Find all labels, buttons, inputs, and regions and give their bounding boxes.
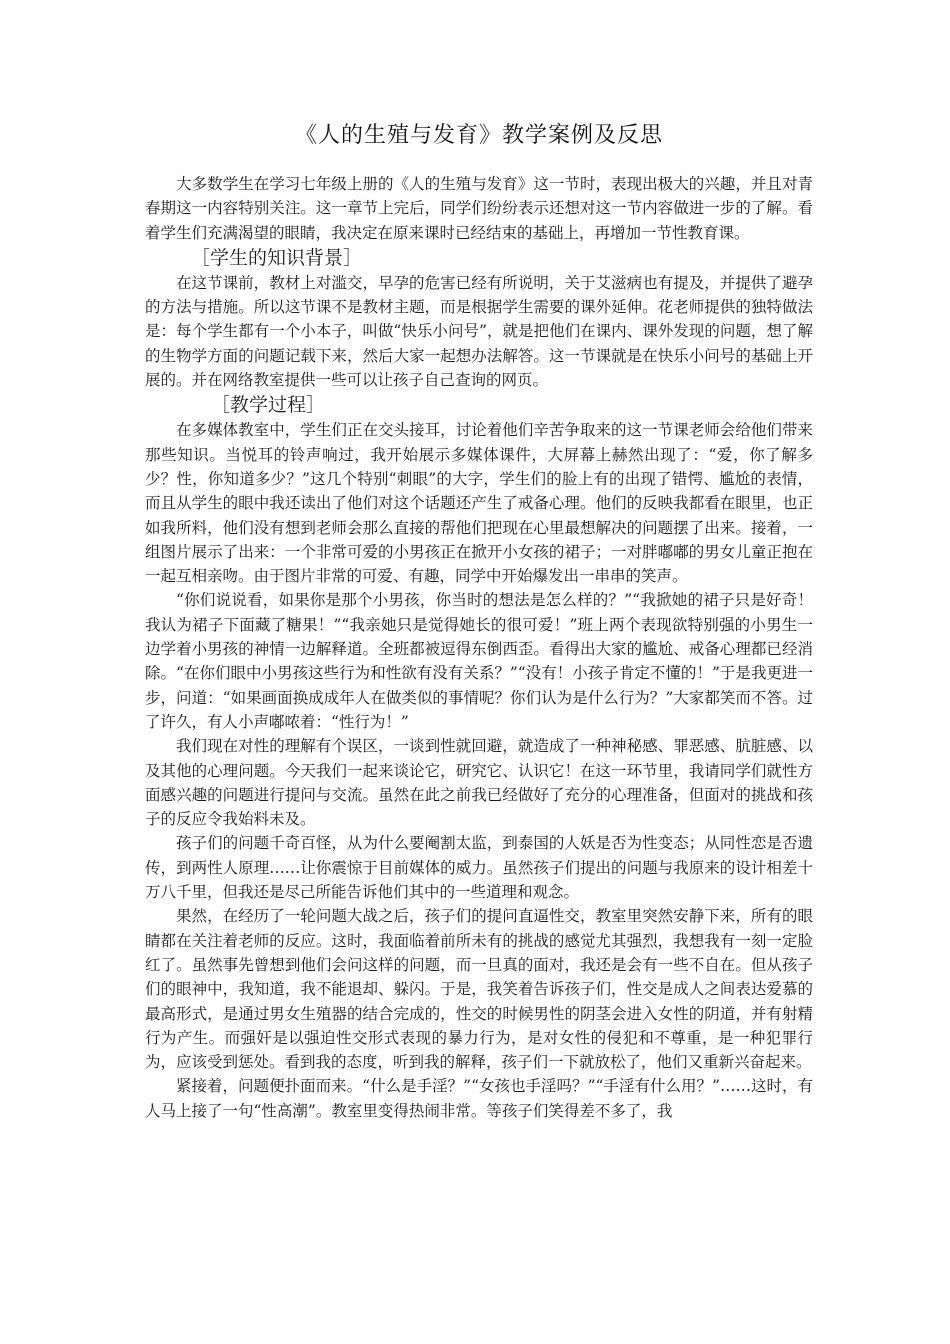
section-heading-teaching-process: ［教学过程］	[211, 394, 326, 417]
teaching-process-paragraph: 紧接着，问题便扑面而来。“什么是手淫？”“女孩也手淫吗？”“手淫有什么用？”……这时，有人马上接了一句“性高潮”。教室里变得热闹非常。等孩子们笑得差不多了，我	[145, 1077, 813, 1120]
document-title: 《人的生殖与发育》教学案例及反思	[294, 123, 663, 148]
intro-paragraph: 大多数学生在学习七年级上册的《人的生殖与发育》这一节时，表现出极大的兴趣，并且对青春期这一内容特别关注。这一章节上完后，同学们纷纷表示还想对这一节内容做进一步的了解。看着学生们充满渴望的眼睛，我决定在原来课时已经结束的基础上，再增加一节性教育课。	[145, 175, 813, 242]
teaching-process-paragraph: “你们说说看，如果你是那个小男孩，你当时的想法是怎么样的？”“我掀她的裙子只是好奇！我认为裙子下面藏了糖果！”“我亲她只是觉得她长的很可爱！”班上两个表现欲特别强的小男生一边学着小男孩的神情一边解释道。全班都被逗得东倒西歪。看得出大家的尴尬、戒备心理都已经消除。“在你们眼中小男孩这些行为和性欲有没有关系？”“没有！小孩子肯定不懂的！”于是我更进一步，问道：“如果画面换成成年人在做类似的事情呢？你们认为是什么行为？”大家都笑而不答。过了许久，有人小声嘟哝着：“性行为！”	[145, 591, 813, 731]
teaching-process-paragraph: 在多媒体教室中，学生们正在交头接耳，讨论着他们辛苦争取来的这一节课老师会给他们带来那些知识。当悦耳的铃声响过，我开始展示多媒体课件，大屏幕上赫然出现了：“爱，你了解多少？性，你知道多少？”这几个特别“刺眼”的大字，学生们的脸上有的出现了错愕、尴尬的表情，而且从学生的眼中我还读出了他们对这个话题还产生了戒备心理。他们的反映我都看在眼里，也正如我所料，他们没有想到老师会那么直接的帮他们把现在心里最想解决的问题摆了出来。接着，一组图片展示了出来：一个非常可爱的小男孩正在掀开小女孩的裙子；一对胖嘟嘟的男女儿童正抱在一起互相亲吻。由于图片非常的可爱、有趣，同学中开始爆发出一串串的笑声。	[145, 421, 813, 586]
teaching-process-paragraph: 我们现在对性的理解有个误区，一谈到性就回避，就造成了一种神秘感、罪恶感、肮脏感、以及其他的心理问题。今天我们一起来谈论它，研究它、认识它！在这一环节里，我请同学们就性方面感兴趣的问题进行提问与交流。虽然在此之前我已经做好了充分的心理准备，但面对的挑战和孩子的反应令我始料未及。	[145, 737, 813, 829]
document-body	[145, 118, 813, 1123]
teaching-process-paragraph: 孩子们的问题千奇百怪，从为什么要阉割太监，到泰国的人妖是否为性变态；从同性恋是否遗传，到两性人原理……让你震惊于目前媒体的威力。虽然孩子们提出的问题与我原来的设计相差十万八千里，但我还是尽己所能告诉他们其中的一些道理和观念。	[145, 834, 813, 902]
knowledge-background-paragraph: 在这节课前，教材上对滥交，早孕的危害已经有所说明，关于艾滋病也有提及，并提供了避孕的方法与措施。所以这节课不是教材主题，而是根据学生需要的课外延伸。花老师提供的独特做法是：每个学生都有一个小本子，叫做“快乐小问号”，就是把他们在课内、课外发现的问题，想了解的生物学方面的问题记载下来，然后大家一起想办法解答。这一节课就是在快乐小问号的基础上开展的。并在网络教室提供一些可以让孩子自己查询的网页。	[145, 273, 813, 390]
teaching-process-paragraph: 果然，在经历了一轮问题大战之后，孩子们的提问直逼性交，教室里突然安静下来，所有的眼睛都在关注着老师的反应。这时，我面临着前所未有的挑战的感觉尤其强烈，我想我有一刻一定脸红了。虽然事先曾想到他们会问这样的问题，而一旦真的面对，我还是会有一些不自在。但从孩子们的眼神中，我知道，我不能退却、躲闪。于是，我笑着告诉孩子们，性交是成人之间表达爱慕的最高形式，是通过男女生殖器的结合完成的，性交的时候男性的阴茎会进入女性的阴道，并有射精行为产生。而强奸是以强迫性交形式表现的暴力行为，是对女性的侵犯和不尊重，是一种犯罪行为，应该受到惩处。看到我的态度，听到我的解释，孩子们一下就放松了，他们又重新兴奋起来。	[145, 907, 813, 1072]
section-heading-knowledge-background: ［学生的知识背景］	[191, 246, 363, 269]
